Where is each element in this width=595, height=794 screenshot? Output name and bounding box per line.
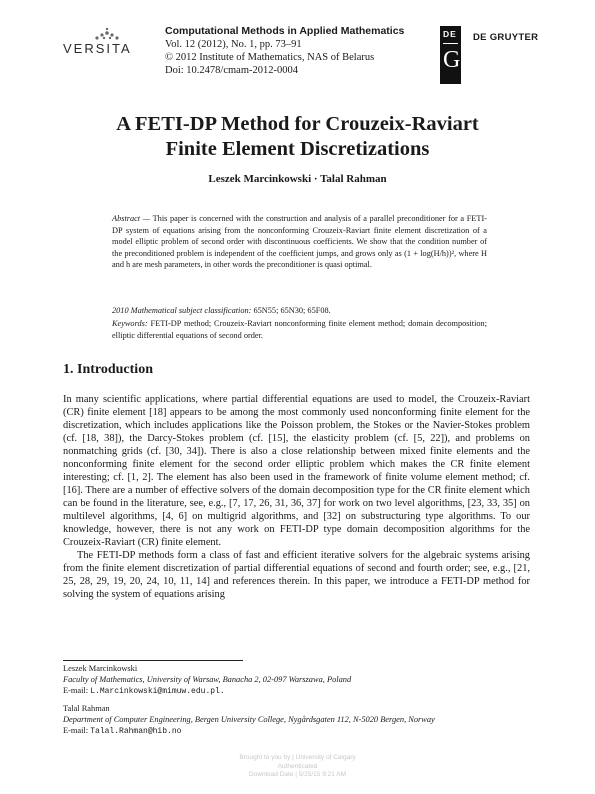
title-line-1: A FETI-DP Method for Crouzeix-Raviart [116, 113, 479, 135]
author2-email-label: E-mail: [63, 726, 89, 735]
versita-logo-text: VERSITA [63, 41, 132, 56]
versita-logo-mark-icon [77, 27, 137, 41]
paragraph-1: In many scientific applications, where partial differential equations are used to model, the Crouzeix-Raviart (CR) finite element [18] appears to be among the most commonly used nonconforming finite element for the discretization, which includes applications like the Poisson problem, the Stokes or the Navier-Stokes problem (cf. [18, 38]), the Darcy-Stokes problem (cf. [15], the elasticity problem (cf. [5, 22]), and problems on nonmatching grids (cf. [30, 34]). There is also a close relationship between mixed finite elements and the nonconforming finite element for the second order elliptic problem which makes the CR finite element interesting; cf. [1, 2]. The element has also been used in the framework of finite volume element method; cf. [16]. There are a number of effective solvers of the domain decomposition type for the CR finite element which can be found in the literature, see, e.g., [7, 17, 26, 31, 36, 37] for work on two level algorithms, [23, 33, 35] on multilevel algorithms, [4, 6] on multigrid algorithms, and [32] on substructuring type algorithms. To our knowledge, however, there is not any work on FETI-DP type domain decomposition algorithms for the Crouzeix-Raviart (CR) finite element. [63, 394, 530, 548]
copyright-line: © 2012 Institute of Mathematics, NAS of Belarus [165, 52, 375, 63]
journal-name: Computational Methods in Applied Mathematics [165, 25, 405, 37]
section-heading: 1. Introduction [63, 362, 153, 377]
watermark-line-2: Authenticated [277, 762, 318, 770]
author2-affiliation: Department of Computer Engineering, Bergen University College, Nygårdsgaten 112, N-5020 Bergen, Norway [63, 715, 435, 724]
author2-email[interactable]: Talal.Rahman@hib.no [90, 727, 182, 736]
keywords-value: FETI-DP method; Crouzeix-Raviart nonconforming finite element method; domain decomposition; elliptic differential equations of second order. [112, 319, 487, 340]
abstract-label: Abstract — [112, 214, 151, 223]
abstract-text: This paper is concerned with the construction and analysis of a parallel preconditioner for a FETI-DP system of equations arising from the nonconforming Crouzeix-Raviart finite element discretization of a model elliptic problem of second order with discontinuous coefficients. We show that the condition number of the preconditioned problem is independent of the coefficient jumps, and grows only as (1 + log(H/h))², where H and h are mesh parameters, in other words the preconditioner is quasi optimal. [112, 214, 487, 269]
degruyter-wordmark: DE GRUYTER [473, 32, 539, 43]
journal-header [165, 25, 404, 77]
author1-name: Leszek Marcinkowski [63, 664, 138, 673]
author1-email-label: E-mail: [63, 686, 89, 695]
msc-label: 2010 Mathematical subject classification: [112, 306, 252, 315]
keywords [112, 318, 487, 341]
title-line-2: Finite Element Discretizations [165, 138, 430, 160]
msc-value: 65N55; 65N30; 65F08. [253, 306, 331, 315]
footnote-rule [63, 660, 243, 661]
degruyter-logo-rule [443, 43, 458, 44]
keywords-label: Keywords: [112, 319, 148, 328]
watermark-line-3: Download Date | 5/25/15 9:21 AM [248, 771, 347, 778]
watermark-line-1: Brought to you by | University of Calgary [239, 754, 356, 761]
abstract [112, 213, 487, 271]
footnote-author-1 [63, 663, 533, 697]
author1-affiliation: Faculty of Mathematics, University of Warsaw, Banacha 2, 02-097 Warszawa, Poland [63, 675, 352, 684]
versita-logo [63, 41, 132, 56]
section-body [63, 393, 530, 601]
author-line: Leszek Marcinkowski · Talal Rahman [208, 173, 387, 185]
doi-line: Doi: 10.2478/cmam-2012-0004 [165, 65, 298, 76]
paragraph-2: The FETI-DP methods form a class of fast and efficient iterative solvers for the algebraic systems arising from the finite element discretization of partial differential equations of second and fourth order; see, e.g., [21, 25, 28, 29, 19, 20, 24, 10, 11, 14] and references therein. In this paper, we introduce a FETI-DP method for solving the system of equations arising [63, 550, 530, 600]
msc-classification [112, 305, 487, 317]
footnote-author-2 [63, 703, 533, 737]
degruyter-logo-g: G [443, 47, 461, 73]
author1-email[interactable]: L.Marcinkowski@mimuw.edu.pl. [90, 687, 225, 696]
author2-name: Talal Rahman [63, 704, 110, 713]
degruyter-logo [440, 26, 461, 84]
download-watermark [0, 754, 595, 780]
degruyter-logo-de: DE [443, 29, 457, 39]
volume-line: Vol. 12 (2012), No. 1, pp. 73–91 [165, 39, 302, 50]
paper-title [0, 112, 595, 162]
